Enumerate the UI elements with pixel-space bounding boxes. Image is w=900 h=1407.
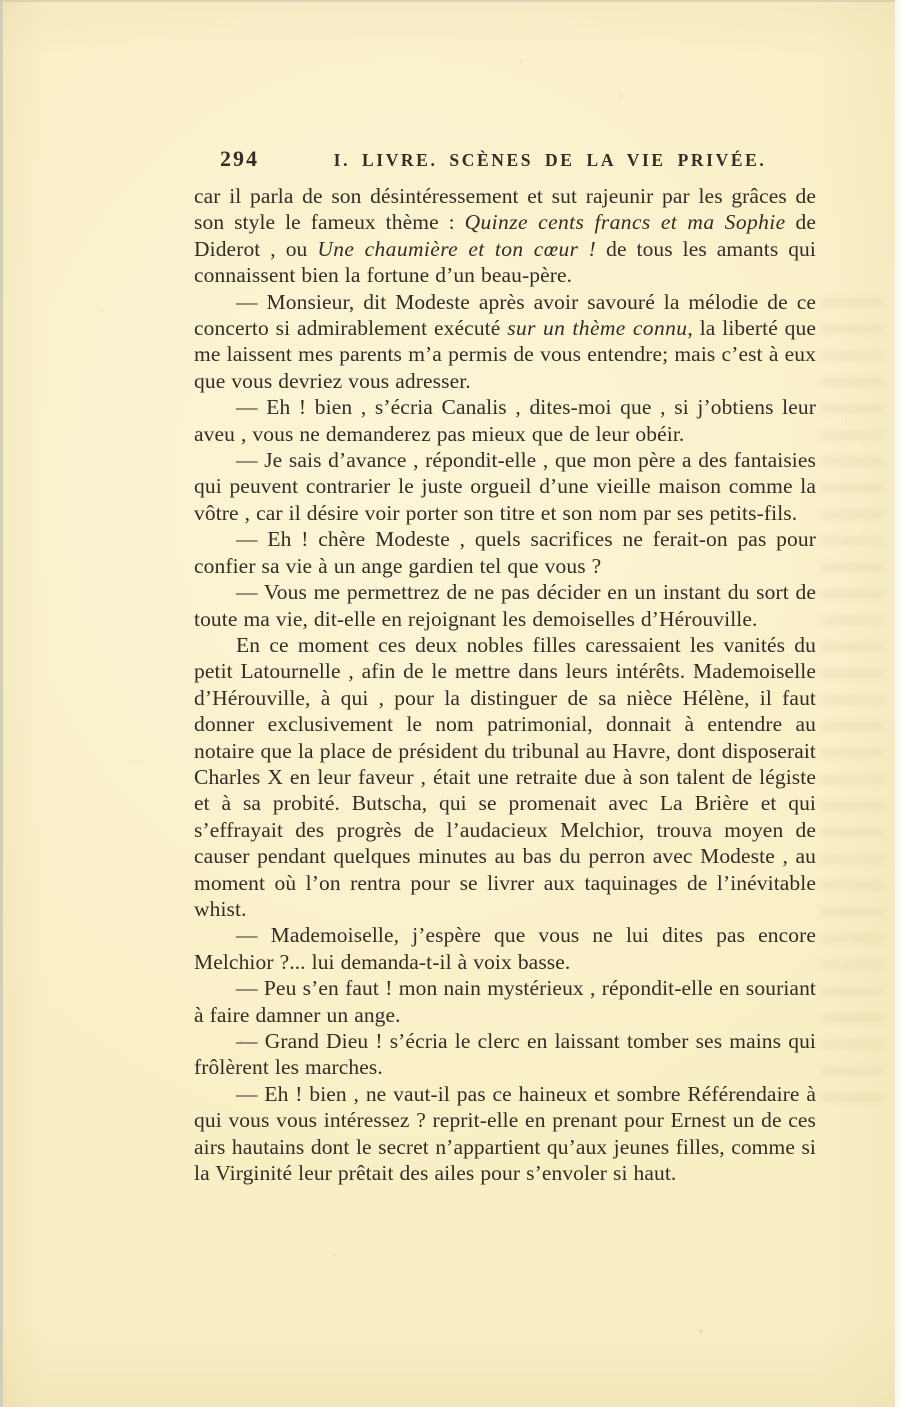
text-run: car il parla de son désintéressement et sut rajeunir par les grâces de son style le fameux thème :	[194, 184, 816, 235]
paragraph	[194, 289, 816, 395]
scan-edge-top	[0, 0, 900, 2]
paragraph	[194, 632, 816, 922]
scan-edge-right	[895, 0, 900, 1407]
text-run: En ce moment ces deux nobles filles caressaient les vanités du petit Latournelle , afin de le mettre dans leurs intérêts. Mademoiselle d’Hérouville, à qui , pour la distinguer de sa nièce Hélène, il faut donner exclusivement le nom patrimonial, donnait à entendre au notaire que la place de président du tribunal au Havre, dont disposerait Charles X en leur faveur , était une retraite due à son talent de légiste et à sa probité. Butscha, qui se promenait avec La Brière et qui s’effrayait des progrès de l’audacieux Melchior, trouva moyen de causer pendant quelques minutes au bas du perron avec Modeste , au moment où l’on rentra pour se livrer aux taquinages de l’inévitable whist.	[194, 632, 816, 921]
text-run: , la liberté que me laissent mes parents m’a permis de vous entendre; mais c’est à eux que vous devriez vous adresser.	[194, 316, 817, 393]
running-header: I. LIVRE. SCÈNES DE LA VIE PRIVÉE.	[333, 150, 767, 170]
paragraph	[194, 183, 816, 289]
text-run: — Eh ! bien , ne vaut-il pas ce haineux et sombre Référendaire à qui vous vous intéressez ? reprit-elle en prenant pour Ernest un de ces airs hautains dont le secret n’appartient qu’aux jeunes filles, comme si la Virginité leur prêtait des ailes pour s’envoler si haut.	[194, 1081, 816, 1186]
paragraph	[194, 922, 816, 975]
text-run: — Vous me permettrez de ne pas décider en un instant du sort de toute ma vie, dit-elle en rejoignant les demoiselles d’Hérouville.	[194, 580, 816, 631]
page-header	[194, 146, 816, 176]
paragraph	[194, 1081, 816, 1187]
text-block	[194, 183, 816, 1186]
paragraph	[194, 1028, 816, 1081]
text-run: de tous les amants qui connaissent bien la fortune d’un beau-père.	[194, 236, 816, 288]
paragraph	[194, 579, 816, 632]
text-run: — Grand Dieu ! s’écria le clerc en laissant tomber ses mains qui frôlèrent les marches.	[194, 1029, 816, 1080]
text-run: — Eh ! chère Modeste , quels sacrifices ne ferait-on pas pour confier sa vie à un ange gardien tel que vous ?	[194, 527, 816, 578]
scan-edge-left	[0, 0, 3, 1407]
text-run: Quinze cents francs et ma Sophie	[464, 210, 786, 235]
text-run: Une chaumière et ton cœur !	[317, 236, 597, 261]
paper-speckles	[620, 95, 622, 97]
paragraph	[194, 975, 816, 1028]
verso-show-through-texture	[820, 298, 884, 1108]
page-number: 294	[220, 146, 259, 171]
text-run: — Je sais d’avance , répondit-elle , que mon père a des fantaisies qui peuvent contrarier le juste orgueil d’une vieille maison comme la vôtre , car il désire voir porter son titre et son nom par ses petits-fils.	[194, 448, 816, 525]
paragraph	[194, 447, 816, 526]
text-run: — Mademoiselle, j’espère que vous ne lui dites pas encore Melchior ?... lui demanda-t-il à voix basse.	[194, 923, 816, 974]
text-run: sur un thème connu	[507, 316, 688, 341]
text-run: — Eh ! bien , s’écria Canalis , dites-moi que , si j’obtiens leur aveu , vous ne demanderez pas mieux que de leur obéir.	[194, 395, 816, 446]
text-run: — Monsieur, dit Modeste après avoir savouré la mélodie de ce concerto si admirablement exécuté	[194, 289, 816, 341]
text-run: — Peu s’en faut ! mon nain mystérieux , répondit-elle en souriant à faire damner un ange.	[194, 976, 816, 1027]
text-run: de Diderot , ou	[194, 210, 816, 261]
paragraph	[194, 394, 816, 447]
paragraph	[194, 526, 816, 579]
